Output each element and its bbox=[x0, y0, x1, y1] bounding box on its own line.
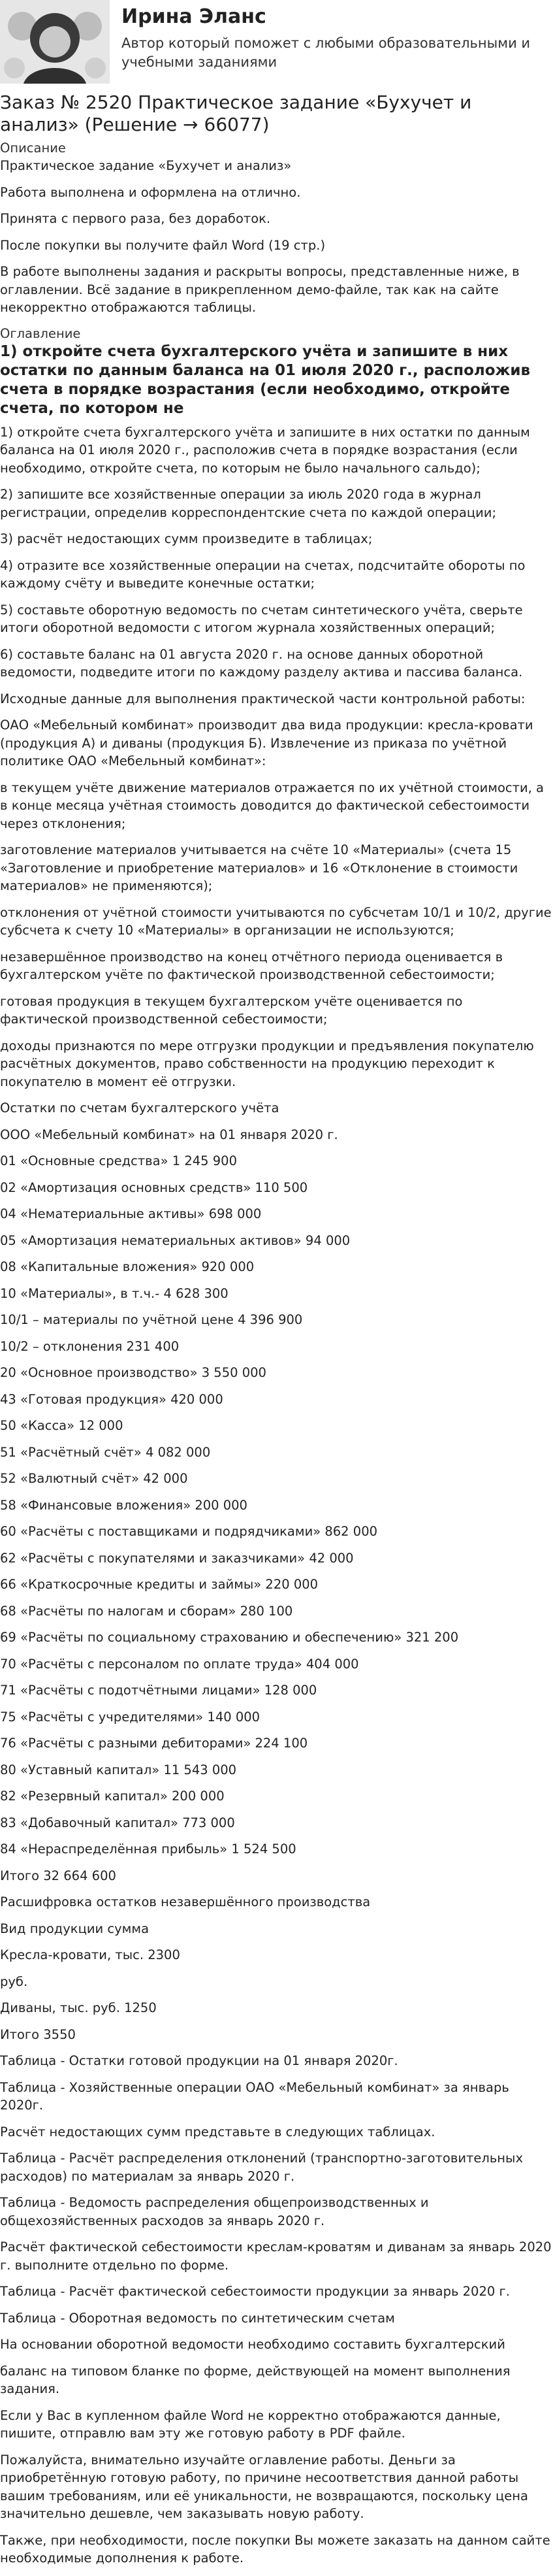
body-paragraph: руб. bbox=[0, 1973, 28, 1989]
body-paragraph: доходы признаются по мере отгрузки продукции и предъявления покупателю расчётных документов, право собственности на продукцию переходит к покупателю в момент её отгрузки. bbox=[0, 1038, 534, 1089]
author-description: Автор который поможет с любыми образовательными и учебными заданиями bbox=[121, 35, 531, 70]
body-paragraph: Если у Вас в купленном файле Word не корректно отображаются данные, пишите, отправлю вам эту же готовую работу в PDF файле. bbox=[0, 2407, 501, 2441]
description-paragraph: В работе выполнены задания и раскрыты вопросы, представленные ниже, в оглавлении. Всё задание в прикрепленном демо-файле, так как на сайте некорректно отображаются таблицы. bbox=[0, 264, 520, 315]
body-paragraph: 04 «Нематериальные активы» 698 000 bbox=[0, 1206, 262, 1221]
body-paragraph: Кресла-кровати, тыс. 2300 bbox=[0, 1947, 180, 1962]
body-paragraph: Вид продукции сумма bbox=[0, 1921, 150, 1936]
toc-label: Оглавление bbox=[0, 325, 81, 341]
body-paragraph: Расчёт фактической себестоимости креслам-кроватям и диванам за январь 2020 г. выполните отдельно по форме. bbox=[0, 2239, 552, 2273]
body-paragraph: 05 «Амортизация нематериальных активов» 94 000 bbox=[0, 1232, 351, 1248]
order-title: Заказ № 2520 Практическое задание «Бухучет и анализ» (Решение → 66077) bbox=[0, 91, 472, 135]
body-paragraph: 43 «Готовая продукция» 420 000 bbox=[0, 1391, 223, 1407]
body-paragraph: 1) откройте счета бухгалтерского учёта и запишите в них остатки по данным баланса на 01 июля 2020 г., расположив счета в порядке возрастания (если необходимо, откройте счета, по которым не было начального сальдо); bbox=[0, 424, 530, 476]
body-paragraph: Исходные данные для выполнения практической части контрольной работы: bbox=[0, 691, 526, 706]
body-paragraph: Таблица - Расчёт фактической себестоимости продукции за январь 2020 г. bbox=[0, 2284, 510, 2299]
body-paragraph: 83 «Добавочный капитал» 773 000 bbox=[0, 1815, 235, 1830]
body-paragraph: ОАО «Мебельный комбинат» производит два вида продукции: кресла-кровати (продукция А) и диваны (продукция Б). Извлечение из приказа по учётной политике ОАО «Мебельный комбинат»: bbox=[0, 718, 533, 768]
body-paragraph: 69 «Расчёты по социальному страхованию и обеспечению» 321 200 bbox=[0, 1630, 459, 1645]
body-paragraph: в текущем учёте движение материалов отражается по их учётной стоимости, а в конце месяца учётная стоимость доводится до фактической себестоимости через отклонения; bbox=[0, 780, 545, 831]
toc-heading: 1) откройте счета бухгалтерского учёта и запишите в них остатки по данным баланса на 01 июля 2020 г., расположив счета в порядке возрастания (если необходимо, откройте счета, по котором не bbox=[0, 342, 531, 417]
body-paragraph: 52 «Валютный счёт» 42 000 bbox=[0, 1471, 188, 1486]
body-paragraph: 84 «Нераспределённая прибыль» 1 524 500 bbox=[0, 1841, 296, 1857]
author-photo-image bbox=[0, 0, 110, 84]
body-paragraph: Расчёт недостающих сумм представьте в следующих таблицах. bbox=[0, 2124, 435, 2139]
author-card bbox=[0, 0, 553, 84]
body-paragraph: Итого 32 664 600 bbox=[0, 1868, 116, 1883]
description-paragraph: Практическое задание «Бухучет и анализ» bbox=[0, 158, 292, 173]
author-name[interactable]: Ирина Эланс bbox=[121, 5, 266, 28]
description-label: Описание bbox=[0, 140, 66, 156]
description-body bbox=[0, 423, 553, 2568]
body-paragraph: 76 «Расчёты с разными дебиторами» 224 100 bbox=[0, 1736, 308, 1751]
body-paragraph: 80 «Уставный капитал» 11 543 000 bbox=[0, 1762, 237, 1777]
body-paragraph: ООО «Мебельный комбинат» на 01 января 2020 г. bbox=[0, 1127, 338, 1142]
body-paragraph: 62 «Расчёты с покупателями и заказчиками» 42 000 bbox=[0, 1550, 354, 1566]
body-paragraph: баланс на типовом бланке по форме, действующей на момент выполнения задания. bbox=[0, 2363, 511, 2396]
body-paragraph: 58 «Финансовые вложения» 200 000 bbox=[0, 1497, 247, 1513]
body-paragraph: 02 «Амортизация основных средств» 110 500 bbox=[0, 1180, 308, 1195]
description-paragraph: После покупки вы получите файл Word (19 стр.) bbox=[0, 237, 326, 253]
body-paragraph: 66 «Краткосрочные кредиты и займы» 220 000 bbox=[0, 1577, 319, 1592]
body-paragraph: 5) составьте оборотную ведомость по счетам синтетического учёта, сверьте итоги оборотной ведомости с итогом журнала хозяйственных операций; bbox=[0, 602, 523, 635]
body-paragraph: заготовление материалов учитывается на счёте 10 «Материалы» (счета 15 «Заготовление и приобретение материалов» и 16 «Отклонение в стоимости материалов» не применяются); bbox=[0, 842, 518, 893]
body-paragraph: Диваны, тыс. руб. 1250 bbox=[0, 2000, 157, 2015]
body-paragraph: 10/1 – материалы по учётной цене 4 396 900 bbox=[0, 1312, 303, 1327]
body-paragraph: Таблица - Ведомость распределения общепроизводственных и общехозяйственных расходов за январь 2020 г. bbox=[0, 2195, 429, 2228]
body-paragraph: Таблица - Остатки готовой продукции на 01 января 2020г. bbox=[0, 2053, 398, 2068]
body-paragraph: 10 «Материалы», в т.ч.- 4 628 300 bbox=[0, 1285, 229, 1301]
body-paragraph: 50 «Касса» 12 000 bbox=[0, 1418, 123, 1433]
body-paragraph: 4) отразите все хозяйственные операции на счетах, подсчитайте обороты по каждому счёту и выведите конечные остатки; bbox=[0, 557, 526, 591]
body-paragraph: незавершённое производство на конец отчётного периода оценивается в бухгалтерском учёте по фактической производственной себестоимости; bbox=[0, 949, 503, 982]
body-paragraph: 3) расчёт недостающих сумм произведите в таблицах; bbox=[0, 531, 373, 546]
body-paragraph: 01 «Основные средства» 1 245 900 bbox=[0, 1153, 237, 1168]
description-intro bbox=[0, 157, 553, 317]
body-paragraph: На основании оборотной ведомости необходимо составить бухгалтерский bbox=[0, 2337, 505, 2352]
body-paragraph: Таблица - Расчёт распределения отклонений (транспортно-заготовительных расходов) по материалам за январь 2020 г. bbox=[0, 2151, 523, 2184]
author-avatar[interactable] bbox=[0, 0, 110, 84]
body-paragraph: 6) составьте баланс на 01 августа 2020 г. на основе данных оборотной ведомости, подведите итоги по каждому разделу актива и пассива баланса. bbox=[0, 646, 523, 680]
body-paragraph: 2) запишите все хозяйственные операции за июль 2020 года в журнал регистрации, определив корреспондентские счета по каждой операции; bbox=[0, 487, 497, 520]
body-paragraph: 10/2 – отклонения 231 400 bbox=[0, 1338, 180, 1354]
body-paragraph: 51 «Расчётный счёт» 4 082 000 bbox=[0, 1444, 211, 1460]
body-paragraph: готовая продукция в текущем бухгалтерском учёте оценивается по фактической производственной себестоимости; bbox=[0, 993, 463, 1027]
body-paragraph: 08 «Капитальные вложения» 920 000 bbox=[0, 1259, 255, 1274]
body-paragraph: отклонения от учётной стоимости учитываются по субсчетам 10/1 и 10/2, другие субсчета к счету 10 «Материалы» в организации не используются; bbox=[0, 904, 552, 938]
body-paragraph: Пожалуйста, внимательно изучайте оглавление работы. Деньги за приобретённую готовую работу, по причине несоответствия данной работы вашим требованиям, или её уникальности, не возвращаются, поскольку цена значительно дешевле, чем заказывать новую работу. bbox=[0, 2452, 528, 2521]
body-paragraph: 68 «Расчёты по налогам и сборам» 280 100 bbox=[0, 1603, 293, 1619]
description-paragraph: Работа выполнена и оформлена на отлично. bbox=[0, 184, 301, 200]
body-paragraph: 20 «Основное производство» 3 550 000 bbox=[0, 1365, 266, 1380]
body-paragraph: 82 «Резервный капитал» 200 000 bbox=[0, 1789, 225, 1804]
body-paragraph: Остатки по счетам бухгалтерского учёта bbox=[0, 1100, 279, 1115]
body-paragraph: Таблица - Оборотная ведомость по синтетическим счетам bbox=[0, 2310, 395, 2326]
body-paragraph: 70 «Расчёты с персоналом по оплате труда» 404 000 bbox=[0, 1656, 359, 1672]
body-paragraph: 60 «Расчёты с поставщиками и подрядчиками» 862 000 bbox=[0, 1524, 378, 1539]
body-paragraph: Итого 3550 bbox=[0, 2026, 76, 2042]
body-paragraph: 71 «Расчёты с подотчётными лицами» 128 000 bbox=[0, 1683, 317, 1698]
body-paragraph: Также, при необходимости, после покупки Вы можете заказать на данном сайте необходимые дополнения к работе. bbox=[0, 2532, 550, 2566]
body-paragraph: Таблица - Хозяйственные операции ОАО «Мебельный комбинат» за январь 2020г. bbox=[0, 2079, 509, 2113]
description-paragraph: Принята с первого раза, без доработок. bbox=[0, 211, 271, 226]
body-paragraph: Расшифровка остатков незавершённого производства bbox=[0, 1894, 371, 1909]
body-paragraph: 75 «Расчёты с учредителями» 140 000 bbox=[0, 1709, 261, 1725]
order-content bbox=[0, 91, 553, 2576]
